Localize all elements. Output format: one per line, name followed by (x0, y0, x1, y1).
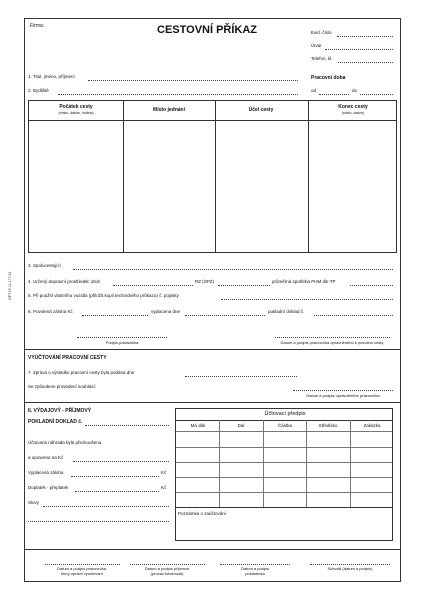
footer-sig-3[interactable] (220, 564, 290, 565)
slovy-field-2[interactable] (28, 521, 169, 522)
zprava-field[interactable] (185, 376, 297, 377)
spotreba-field[interactable] (350, 285, 393, 286)
opravena-label: a opravena na Kč (28, 455, 64, 460)
vyuctovani-title: VYÚČTOVÁNÍ PRACOVNÍ CESTY (28, 355, 107, 361)
vyplacena-zaloha-label: Vyplacená záloha (28, 470, 64, 475)
doplatek-field[interactable] (75, 491, 159, 492)
predpis-title: Účtovací předpis (264, 411, 306, 417)
pokladni-doklad-field[interactable] (85, 425, 169, 426)
pokladnik-signature[interactable] (77, 337, 167, 338)
opravneny-caption: Datum a podpis pracovníka oprávněného k povolení cesty (280, 340, 384, 345)
pracovni-doba-label: Pracovní doba (311, 75, 346, 81)
footer-caption-4: Schválil (datum a podpis) (327, 566, 373, 571)
spolucestujici-label: 3. Spolucestující (28, 263, 62, 268)
zpusob-label: Se způsobem provedení souhlasí: (28, 384, 97, 389)
pojistka-field[interactable] (221, 299, 393, 300)
footer-sig-4[interactable] (310, 564, 390, 565)
name-field[interactable] (88, 80, 298, 81)
vlastni-vozidlo-label: 5. Při použití vlastního vozidla (přiložit kopii technického průkazu) č. pojistky (28, 293, 179, 298)
evid-label: Evid. číslo (311, 30, 332, 35)
pokladni-doklad-label: POKLADNÍ DOKLAD č. (28, 419, 83, 425)
divider-1 (25, 349, 400, 350)
rz-label: RZ (SPZ) (195, 279, 214, 284)
footer-caption-2: Datum a podpis příjemce (144, 566, 190, 571)
kc-label-2: Kč (161, 485, 167, 490)
footer-caption-1: Datum a podpis pracovníka, (57, 566, 107, 571)
bydliste-field[interactable] (58, 94, 298, 95)
predpis-col-dal: Dal (237, 423, 245, 428)
form-title: CESTOVNÍ PŘÍKAZ (157, 24, 258, 36)
kc-label-1: Kč (161, 470, 167, 475)
slovy-field[interactable] (43, 506, 169, 507)
form-page (24, 18, 401, 582)
divider-3 (25, 549, 400, 550)
do-label: do (352, 88, 358, 93)
od-label: od (311, 88, 317, 93)
predpis-table (175, 408, 393, 541)
vyplacena-zaloha-field[interactable] (71, 476, 159, 477)
footer-sig-2[interactable] (130, 564, 205, 565)
predpis-col-zakazka: Zakázka (363, 423, 381, 428)
footer-caption-2b: (prokaz totožnosti) (150, 571, 184, 576)
col-konec: Konec cesty (338, 104, 368, 110)
pokladnik-caption: Podpis pokladníka (105, 340, 139, 345)
predpis-col-stredisko: Středisko (318, 423, 338, 428)
evid-field[interactable] (337, 36, 393, 37)
col-misto: Místo jednání (153, 107, 185, 113)
predpis-col-ma-dati: Má dáti (190, 423, 206, 428)
footer-caption-3b: pokladníka (245, 571, 265, 576)
uctovana-label: Účtovaná náhrada byla přezkoušena (28, 440, 102, 445)
spolucestujici-field[interactable] (73, 269, 393, 270)
col-pocatek-sub: (místo, datum, hodina) (58, 111, 94, 115)
opravneny-signature[interactable] (275, 337, 390, 338)
col-konec-sub: (místo, datum) (341, 111, 365, 115)
do-field[interactable] (360, 94, 393, 95)
col-ucel: Účel cesty (248, 107, 274, 113)
od-field[interactable] (319, 94, 349, 95)
telefon-field[interactable] (338, 62, 393, 63)
col-pocatek: Počátek cesty (59, 104, 93, 110)
footer-caption-3: Datum a podpis (240, 566, 270, 571)
vyplacena-field[interactable] (185, 315, 265, 316)
zaloha-field[interactable] (82, 315, 148, 316)
telefon-label: Telefon, kl. (311, 56, 333, 61)
footer-caption-1b: který upravil vyúčtování (61, 571, 103, 576)
trip-table (28, 100, 397, 253)
predpis-col-castka: Částka (277, 423, 293, 428)
zprava-label: 7. Zpráva o výsledku pracovní cesty byla podána dne (28, 370, 135, 375)
zaloha-label: 6. Povolená záloha Kč (28, 309, 73, 314)
firma-label: Firma: (30, 23, 45, 29)
footer-sig-1[interactable] (45, 564, 120, 565)
pokladni-label: pokladní doklad č. (268, 309, 305, 314)
vyplacena-label: vyplacena dne (151, 309, 181, 314)
side-code: OPTYS 11-177/14 (8, 271, 12, 300)
bydliste-label: 2. Bydliště (28, 88, 49, 93)
poznamka-label: Poznámka o zaúčtování (178, 511, 227, 516)
pokladni-field[interactable] (314, 315, 393, 316)
divider-2 (25, 402, 400, 403)
souhlas-signature[interactable] (293, 390, 393, 391)
utvar-field[interactable] (325, 49, 393, 50)
spotreba-label: průměrná spotřeba PHM dle TP (272, 279, 336, 284)
rz-field[interactable] (218, 285, 270, 286)
slovy-label: Slovy (28, 500, 40, 505)
utvar-label: Útvar (311, 43, 322, 48)
vydajovy-title: II. VÝDAJOVÝ - PŘÍJMOVÝ (28, 408, 92, 414)
prostredek-field[interactable] (113, 285, 193, 286)
doplatek-label: Doplatek - přeplatek (28, 485, 69, 490)
souhlas-caption: Datum a podpis oprávněného pracovníka (306, 393, 380, 398)
prostredek-label: 4. Určený dopravní prostředek: druh (28, 279, 101, 284)
name-label: 1. Titul, jméno, příjmení (28, 74, 75, 79)
opravena-field[interactable] (73, 461, 169, 462)
